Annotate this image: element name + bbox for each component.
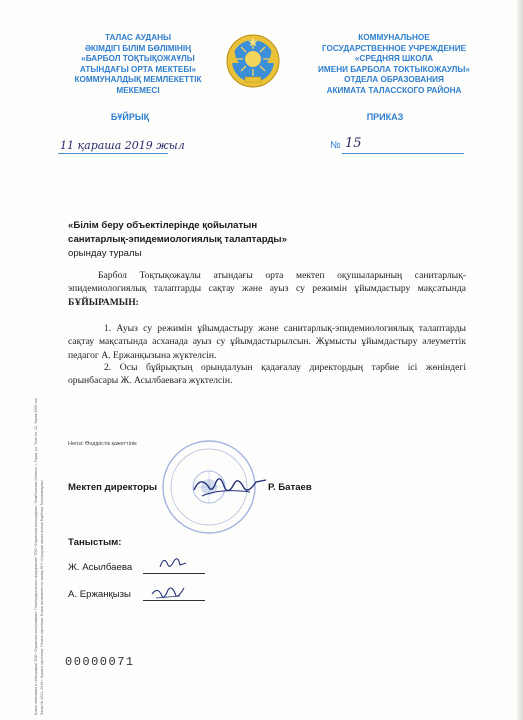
body-paragraph-1 [68, 269, 466, 309]
header-left-line: ӘКІМДІГІ БІЛІМ БӨЛІМІНІҢ [84, 43, 192, 53]
order-subject [68, 219, 368, 260]
number-label: № [330, 140, 341, 151]
signature-title: Мектеп директоры [68, 482, 158, 493]
basis-note: Негізі: Өндірістік қажеттілік [68, 441, 137, 447]
signature-line [143, 573, 205, 574]
body-paragraph-3: 2. Осы бұйрықтың орындалуын қадағалау директордың тәрбие ісі жөніндегі орынбасары Ж. Асылбаеваға жүктелсін. [68, 362, 466, 387]
header-right-line: ГОСУДАРСТВЕННОЕ УЧРЕЖДЕНИЕ [321, 43, 467, 53]
paragraph-1-text: Барбол Тоқтықожаұлы атындағы орта мектеп оқушыларының санитарлық-эпидемиологиялық талаптарды сақтау және ауыз су режимін ұйымдастыру мақсатында [68, 270, 466, 295]
header-left-line: МЕКЕМЕСІ [116, 85, 160, 95]
header-right-line: КОММУНАЛЬНОЕ [358, 33, 430, 42]
header-right-line: АКИМАТА ТАЛАССКОГО РАЙОНА [326, 85, 462, 95]
state-emblem-icon [225, 33, 281, 89]
order-title-ru: ПРИКАЗ [366, 112, 404, 122]
subject-line-3: орындау туралы [68, 247, 142, 259]
signature-asylbaeva-icon [158, 553, 188, 573]
acquainted-person: Ж. Асылбаева [68, 562, 133, 573]
acquainted-heading: Таныстым: [68, 537, 122, 548]
form-serial-number: 00000071 [65, 655, 135, 669]
header-left-kazakh [58, 33, 218, 97]
order-keyword: БҰЙЫРАМЫН: [68, 296, 139, 308]
header-left-line: КОММУНАЛДЫҚ МЕМЛЕКЕТТІК [74, 75, 202, 85]
order-title-kz: БҰЙРЫҚ [110, 112, 150, 122]
header-right-line: ИМЕНИ БАРБОЛА ТОКТЫКОЖАУЛЫ» [318, 64, 470, 74]
director-signature-icon [190, 470, 270, 504]
acquainted-person: А. Ержанқызы [68, 589, 131, 600]
body-paragraph-2: 1. Ауыз су режимін ұйымдастыру және санитарлық-эпидемиологиялық талаптарды сақтау мақсатында асханада ауыз су ұйымдастырылсын. Жұмысты ұйымдастыру әлеуметтік педагог А. Ержанқызына жүктелсін. [68, 323, 466, 361]
order-number: 15 [345, 136, 362, 151]
page-edge-shadow [517, 0, 523, 720]
vertical-microtext: Бланк напечатан в типографии ТОО «Таразская типография». Полиграфическое предприятие ТОО «Таразская типография», Жамбылская область, г. Тараз, ул. Толе би, 42. Тираж 1000 экз. [34, 397, 38, 715]
date-underline [58, 153, 168, 154]
signature-erzhankyzy-icon [150, 582, 186, 602]
number-underline [342, 153, 464, 154]
subject-line-2: санитарлық-эпидемиологиялық талаптарды» [68, 233, 287, 245]
order-date: 11 қараша 2019 жыл [60, 139, 185, 152]
header-right-line: «СРЕДНЯЯ ШКОЛА [354, 54, 434, 64]
header-right-line: ОТДЕЛА ОБРАЗОВАНИЯ [344, 75, 444, 85]
header-left-line: АТЫНДАҒЫ ОРТА МЕКТЕБІ» [79, 64, 197, 74]
subject-line-1: «Білім беру объектілерінде қойылатын [68, 220, 258, 231]
header-left-line: ТАЛАС АУДАНЫ [104, 33, 172, 42]
director-name: Р. Батаев [268, 482, 312, 493]
header-left-line: «БАРБОЛ ТОҚТЫҚОЖАҰЛЫ [81, 54, 195, 64]
vertical-microtext: Заказ № 1234, 2019 г. Бумага офсетная. Печать офсетная. Бланк изготовлен по заказу КГУ «Средняя школа имени Барбола Токтыкожаулы». [40, 478, 44, 715]
header-right-russian [300, 33, 488, 97]
